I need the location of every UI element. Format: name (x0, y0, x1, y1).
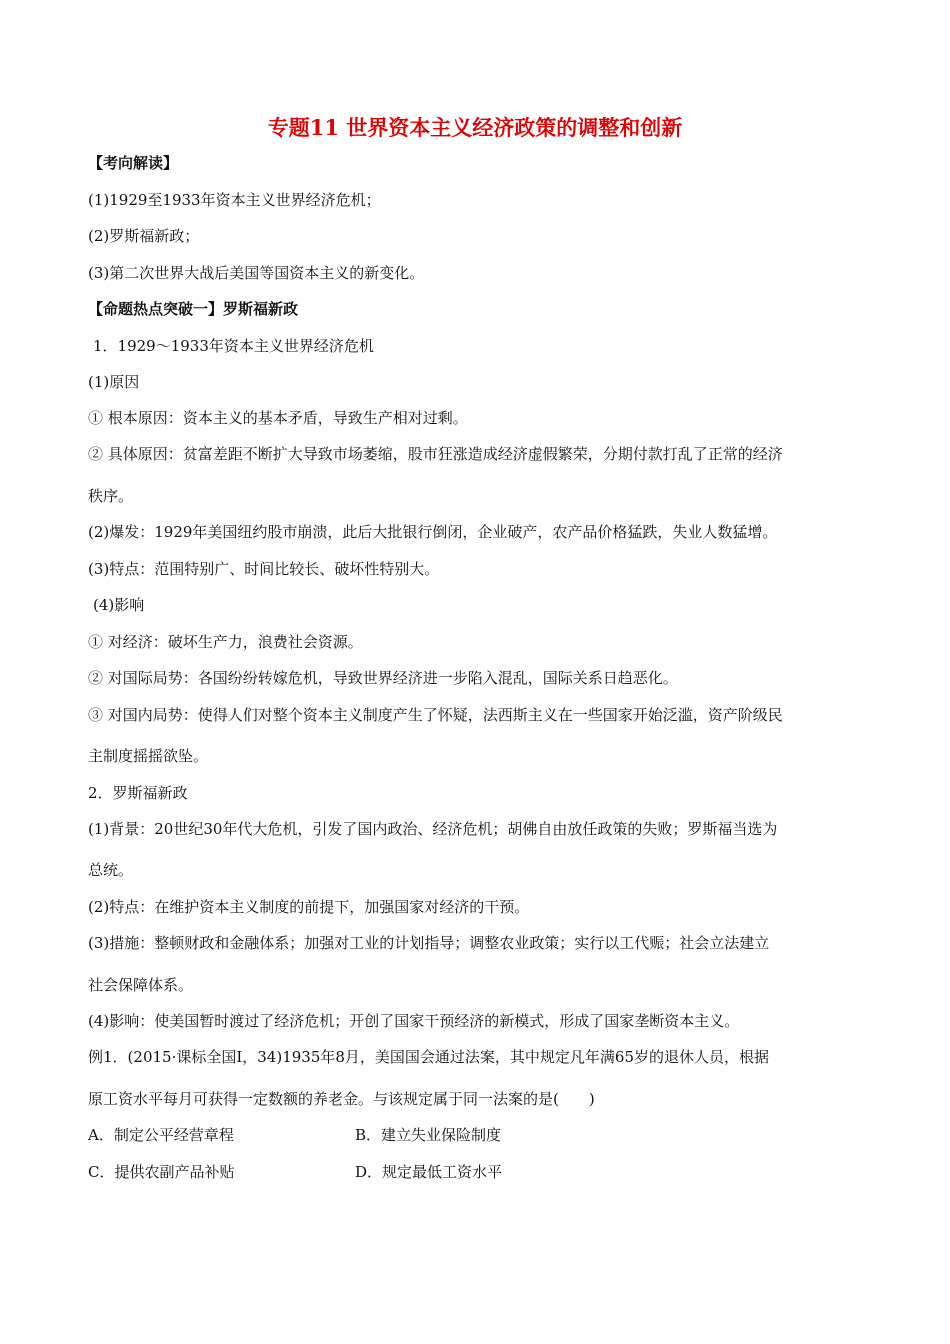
kaoxiang-item-2: (2)罗斯福新政； (88, 227, 200, 245)
kaoxiang-heading: 【考向解读】 (88, 154, 179, 172)
newdeal-measures: (3)措施：整顿财政和金融体系；加强对工业的计划指导；调整农业政策；实行以工代赈；社会立法建立 (88, 934, 770, 952)
crisis-impact-3-cont: 主制度摇摇欲坠。 (88, 747, 209, 765)
crisis-cause-2: ② 具体原因：贫富差距不断扩大导致市场萎缩，股市狂涨造成经济虚假繁荣，分期付款打乱了正常的经济 (88, 445, 783, 463)
crisis-impact-1: ① 对经济：破坏生产力，浪费社会资源。 (88, 633, 363, 651)
crisis-impact-label: (4)影响 (93, 596, 145, 614)
example-stem-cont: 原工资水平每月可获得一定数额的养老金。与该规定属于同一法案的是( ) (88, 1090, 595, 1108)
crisis-title: 1．1929～1933年资本主义世界经济危机 (93, 337, 374, 355)
kaoxiang-item-3: (3)第二次世界大战后美国等国资本主义的新变化。 (88, 264, 425, 282)
newdeal-impact: (4)影响：使美国暂时渡过了经济危机；开创了国家干预经济的新模式，形成了国家垄断资本主义。 (88, 1012, 740, 1030)
newdeal-features: (2)特点：在维护资本主义制度的前提下，加强国家对经济的干预。 (88, 898, 530, 916)
crisis-features: (3)特点：范围特别广、时间比较长、破坏性特别大。 (88, 560, 440, 578)
option-d: D．规定最低工资水平 (355, 1163, 503, 1181)
crisis-cause-1: ① 根本原因：资本主义的基本矛盾，导致生产相对过剩。 (88, 409, 468, 427)
option-c: C．提供农副产品补贴 (88, 1163, 235, 1181)
document-title: 专题11 世界资本主义经济政策的调整和创新 (267, 115, 683, 140)
crisis-impact-2: ② 对国际局势：各国纷纷转嫁危机，导致世界经济进一步陷入混乱，国际关系日趋恶化。 (88, 669, 678, 687)
option-b: B．建立失业保险制度 (355, 1126, 502, 1144)
newdeal-measures-cont: 社会保障体系。 (88, 976, 194, 994)
kaoxiang-item-1: (1)1929至1933年资本主义世界经济危机； (88, 191, 381, 209)
newdeal-background-cont: 总统。 (88, 861, 134, 879)
crisis-cause-2-cont: 秩序。 (88, 487, 134, 505)
crisis-outbreak: (2)爆发：1929年美国纽约股市崩溃，此后大批银行倒闭，企业破产，农产品价格猛跌，失业人数猛增。 (88, 523, 778, 541)
crisis-impact-3: ③ 对国内局势：使得人们对整个资本主义制度产生了怀疑，法西斯主义在一些国家开始泛滥，资产阶级民 (88, 706, 783, 724)
option-a: A．制定公平经营章程 (88, 1126, 234, 1144)
newdeal-background: (1)背景：20世纪30年代大危机，引发了国内政治、经济危机；胡佛自由放任政策的失败；罗斯福当选为 (88, 820, 778, 838)
newdeal-title: 2．罗斯福新政 (88, 784, 188, 802)
example-stem: 例1．(2015·课标全国Ⅰ，34)1935年8月，美国国会通过法案，其中规定凡年满65岁的退休人员，根据 (88, 1048, 770, 1066)
crisis-cause-label: (1)原因 (88, 373, 140, 391)
hot-topic-heading: 【命题热点突破一】罗斯福新政 (88, 300, 299, 318)
